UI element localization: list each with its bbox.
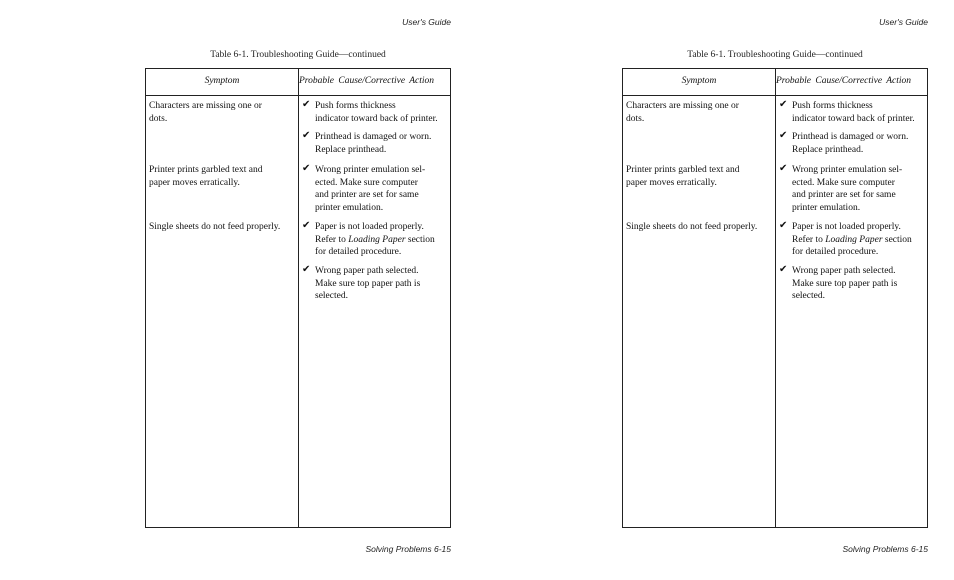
action-line: Wrong paper path selected. bbox=[792, 266, 896, 276]
page-header: User's Guide bbox=[879, 17, 928, 27]
action-line: Wrong printer emulation sel- bbox=[792, 165, 903, 175]
symptom-line: dots. bbox=[149, 113, 168, 124]
cause-column-header: Probable Cause/Corrective Action bbox=[299, 76, 435, 86]
troubleshooting-table bbox=[622, 68, 928, 528]
action-line: Paper is not loaded properly. bbox=[792, 222, 901, 232]
symptom-column-header: Symptom bbox=[204, 76, 240, 86]
checkmark-icon: ✔ bbox=[779, 99, 788, 110]
symptom-cell bbox=[626, 164, 774, 189]
symptom-line: Single sheets do not feed properly. bbox=[149, 222, 281, 232]
action-line: Replace printhead. bbox=[792, 144, 864, 155]
action-item bbox=[779, 265, 929, 303]
section-reference: Loading Paper bbox=[348, 234, 406, 245]
action-line: ected. Make sure computer bbox=[315, 177, 418, 188]
action-line: for detailed procedure. bbox=[792, 247, 879, 257]
action-item bbox=[302, 265, 452, 303]
section-reference: Loading Paper bbox=[825, 234, 883, 245]
action-line: indicator toward back of printer. bbox=[792, 113, 915, 124]
action-line: indicator toward back of printer. bbox=[315, 113, 438, 124]
action-line: Printhead is damaged or worn. bbox=[315, 132, 432, 142]
action-line: Refer to bbox=[315, 234, 349, 245]
symptom-line: Single sheets do not feed properly. bbox=[626, 222, 758, 232]
symptom-line: Characters are missing one or bbox=[149, 101, 262, 111]
action-line: selected. bbox=[315, 291, 348, 301]
action-line: for detailed procedure. bbox=[315, 247, 402, 257]
symptom-line: dots. bbox=[626, 113, 645, 124]
action-line: Replace printhead. bbox=[315, 144, 387, 155]
checkmark-icon: ✔ bbox=[302, 130, 311, 141]
symptom-cell bbox=[626, 100, 774, 125]
action-line: printer emulation. bbox=[315, 202, 384, 213]
action-line: and printer are set for same bbox=[315, 190, 419, 200]
symptom-line: Printer prints garbled text and bbox=[149, 165, 263, 175]
symptom-cell bbox=[149, 100, 297, 125]
action-line: Push forms thickness bbox=[792, 101, 873, 111]
action-line: Make sure top paper path is bbox=[792, 278, 898, 289]
checkmark-icon: ✔ bbox=[779, 220, 788, 231]
column-divider bbox=[298, 69, 299, 527]
table-caption: Table 6-1. Troubleshooting Guide—continued bbox=[210, 50, 386, 60]
action-line: and printer are set for same bbox=[792, 190, 896, 200]
checkmark-icon: ✔ bbox=[779, 163, 788, 174]
page-footer: Solving Problems 6-15 bbox=[842, 544, 928, 554]
action-item bbox=[302, 131, 452, 156]
action-line: section bbox=[405, 234, 435, 245]
symptom-line: Characters are missing one or bbox=[626, 101, 739, 111]
symptom-cell bbox=[626, 221, 774, 234]
action-item bbox=[302, 164, 452, 214]
checkmark-icon: ✔ bbox=[302, 99, 311, 110]
action-line: Refer to bbox=[792, 234, 826, 245]
action-line: Push forms thickness bbox=[315, 101, 396, 111]
action-item bbox=[779, 100, 929, 125]
troubleshooting-table bbox=[145, 68, 451, 528]
symptom-cell bbox=[149, 164, 297, 189]
table-caption: Table 6-1. Troubleshooting Guide—continued bbox=[687, 50, 863, 60]
checkmark-icon: ✔ bbox=[779, 264, 788, 275]
action-line: selected. bbox=[792, 291, 825, 301]
column-divider bbox=[775, 69, 776, 527]
action-line: printer emulation. bbox=[792, 202, 861, 213]
action-line: Wrong printer emulation sel- bbox=[315, 165, 426, 175]
action-item bbox=[779, 221, 929, 259]
right-page bbox=[477, 0, 954, 580]
checkmark-icon: ✔ bbox=[302, 264, 311, 275]
symptom-column-header: Symptom bbox=[681, 76, 717, 86]
symptom-line: Printer prints garbled text and bbox=[626, 165, 740, 175]
symptom-cell bbox=[149, 221, 297, 234]
action-line: Paper is not loaded properly. bbox=[315, 222, 424, 232]
page-footer: Solving Problems 6-15 bbox=[365, 544, 451, 554]
action-item bbox=[302, 100, 452, 125]
action-item bbox=[302, 221, 452, 259]
action-line: Make sure top paper path is bbox=[315, 278, 421, 289]
symptom-line: paper moves erratically. bbox=[149, 177, 240, 188]
symptom-line: paper moves erratically. bbox=[626, 177, 717, 188]
action-item bbox=[779, 131, 929, 156]
action-line: section bbox=[882, 234, 912, 245]
action-line: Wrong paper path selected. bbox=[315, 266, 419, 276]
header-divider bbox=[623, 95, 927, 96]
checkmark-icon: ✔ bbox=[779, 130, 788, 141]
header-divider bbox=[146, 95, 450, 96]
action-item bbox=[779, 164, 929, 214]
action-line: ected. Make sure computer bbox=[792, 177, 895, 188]
checkmark-icon: ✔ bbox=[302, 220, 311, 231]
action-line: Printhead is damaged or worn. bbox=[792, 132, 909, 142]
page-header: User's Guide bbox=[402, 17, 451, 27]
checkmark-icon: ✔ bbox=[302, 163, 311, 174]
cause-column-header: Probable Cause/Corrective Action bbox=[776, 76, 912, 86]
